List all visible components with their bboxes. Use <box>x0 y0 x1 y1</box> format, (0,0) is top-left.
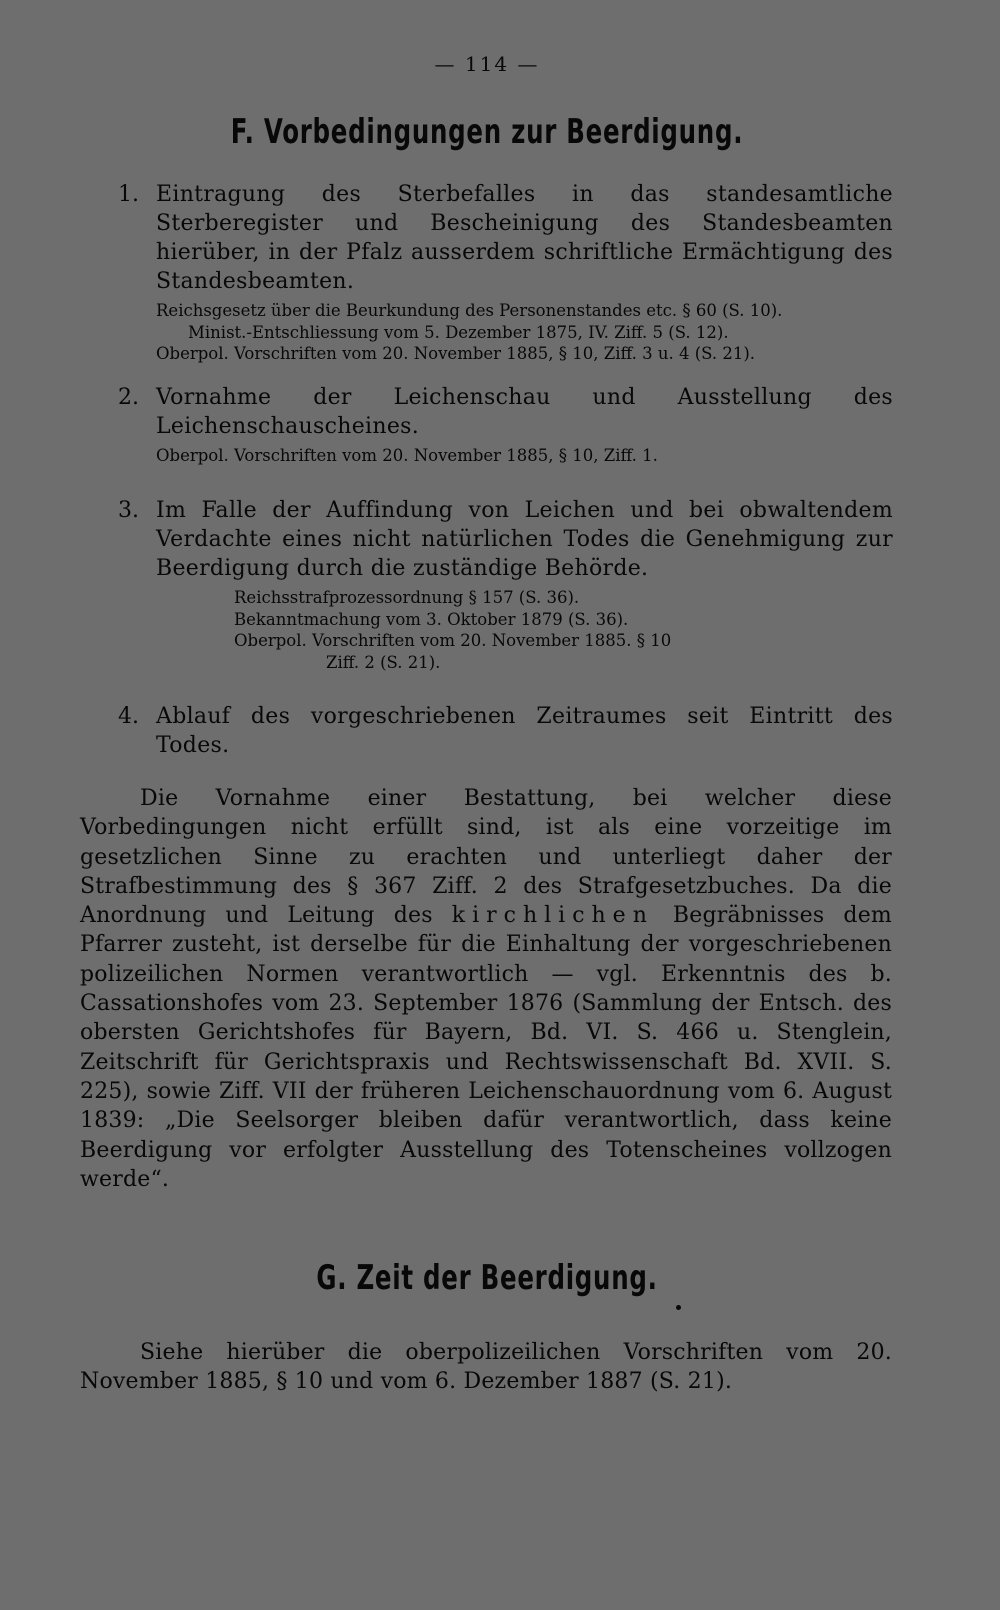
reference-line: Oberpol. Vorschriften vom 20. November 1885, § 10, Ziff. 3 u. 4 (S. 21). <box>156 344 756 363</box>
item-text: Im Falle der Auffindung von Leichen und bei obwaltendem Verdachte eines nicht natürlichen Todes die Genehmigung zur Beerdigung durch die zuständige Behörde. <box>156 498 893 581</box>
reference-line: Reichsgesetz über die Beurkundung des Personenstandes etc. § 60 (S. 10). <box>156 301 783 320</box>
item-references <box>156 445 893 467</box>
item-number: 2. <box>118 385 139 410</box>
item-references <box>156 300 893 365</box>
item-number: 4. <box>118 704 139 729</box>
paragraph-text: Die Vornahme einer Bestattung, bei welcher diese Vorbedingungen nicht erfüllt sind, ist als eine vorzeitige im gesetzlichen Sinne zu erachten und unterliegt daher der Strafbestimmung des § 367 Ziff. 2 des Strafgesetzbuches. Da die Anordnung und Leitung des <box>80 786 892 929</box>
body-paragraph: Siehe hierüber die oberpolizeilichen Vorschriften vom 20. November 1885, § 10 und vom 6. Dezember 1887 (S. 21). <box>80 1340 892 1395</box>
item-number: 1. <box>118 182 139 207</box>
reference-line: Minist.-Entschliessung vom 5. Dezember 1875, IV. Ziff. 5 (S. 12). <box>188 322 729 342</box>
emphasized-word: kirchlichen <box>451 903 654 929</box>
reference-line: Reichsstrafprozessordnung § 157 (S. 36). <box>234 588 580 607</box>
page-number: — 114 — <box>434 52 540 76</box>
item-text: Eintragung des Sterbefalles in das standesamtliche Sterberegister und Bescheinigung des Standesbeamten hierüber, in der Pfalz ausserdem schriftliche Ermächtigung des Standesbeamten. <box>156 182 893 294</box>
section-heading-f: F. Vorbedingungen zur Beerdigung. <box>230 112 744 152</box>
reference-line: Ziff. 2 (S. 21). <box>326 652 441 672</box>
reference-line: Oberpol. Vorschriften vom 20. November 1885. § 10 <box>234 631 672 650</box>
paragraph-text: Begräbnisses dem Pfarrer zusteht, ist derselbe für die Einhaltung der vorgeschriebenen polizeilichen Normen verantwortlich — vgl. Erkenntnis des b. Cassationshofes vom 23. September 1876 (Sammlung der Entsch. des obersten Gerichtshofes für Bayern, Bd. VI. S. 466 u. Stenglein, Zeitschrift für Gerichtspraxis und Rechtswissenschaft Bd. XVII. S. 225), sowie Ziff. VII der früheren Leichenschauordnung vom 6. August 1839: „Die Seelsorger bleiben dafür verantwortlich, dass keine Beerdigung vor erfolgter Ausstellung des Totenscheines vollzogen werde“. <box>80 903 892 1192</box>
item-number: 3. <box>118 498 139 523</box>
list-item <box>118 496 893 673</box>
reference-line: Oberpol. Vorschriften vom 20. November 1885, § 10, Ziff. 1. <box>156 446 658 465</box>
list-item <box>118 383 893 467</box>
item-references <box>234 587 893 673</box>
list-item <box>118 702 893 760</box>
section-heading-g: G. Zeit der Beerdigung. <box>316 1258 658 1298</box>
ink-dot <box>676 1305 681 1310</box>
body-paragraph <box>80 784 892 1194</box>
reference-line: Bekanntmachung vom 3. Oktober 1879 (S. 36). <box>234 609 629 629</box>
item-text: Vornahme der Leichenschau und Ausstellung des Leichenschauscheines. <box>156 385 893 439</box>
list-item <box>118 180 893 365</box>
item-text: Ablauf des vorgeschriebenen Zeitraumes seit Eintritt des Todes. <box>156 704 893 758</box>
